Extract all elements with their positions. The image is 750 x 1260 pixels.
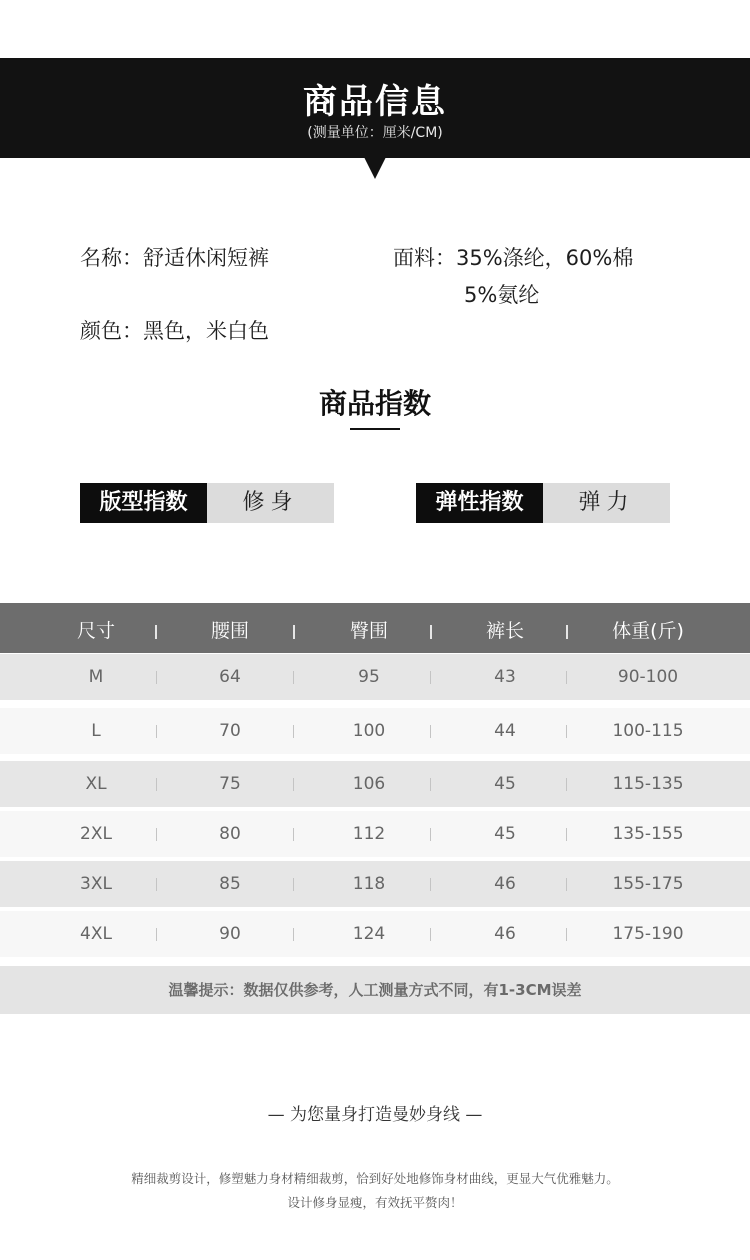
cell-divider bbox=[293, 671, 294, 684]
cell-length: 44 bbox=[494, 721, 516, 741]
cell-weight: 155-175 bbox=[612, 874, 684, 894]
elasticity-index bbox=[416, 483, 670, 523]
table-row bbox=[0, 811, 750, 857]
cell-weight: 90-100 bbox=[617, 667, 679, 687]
cell-divider bbox=[430, 928, 431, 941]
cell-divider bbox=[566, 671, 567, 684]
col-header-weight: 体重(斤) bbox=[612, 620, 684, 642]
cell-divider bbox=[566, 828, 567, 841]
title-underline bbox=[350, 428, 400, 430]
cell-divider bbox=[293, 725, 294, 738]
slogan: — 为您量身打造曼妙身线 — bbox=[267, 1105, 483, 1125]
cell-hip: 106 bbox=[352, 774, 386, 794]
cell-size: M bbox=[88, 667, 104, 687]
cell-divider bbox=[430, 671, 431, 684]
fabric-composition-cont: 5%氨纶 bbox=[464, 283, 540, 307]
col-header-size: 尺寸 bbox=[76, 620, 115, 642]
col-header-hip: 臀围 bbox=[349, 620, 388, 642]
cell-size: XL bbox=[85, 774, 107, 794]
cell-divider bbox=[156, 778, 157, 791]
cell-divider bbox=[430, 878, 431, 891]
cell-divider bbox=[430, 725, 431, 738]
cell-length: 43 bbox=[494, 667, 516, 687]
elasticity-index-label: 弹性指数 bbox=[416, 483, 543, 523]
cell-divider bbox=[566, 778, 567, 791]
cell-divider bbox=[430, 778, 431, 791]
table-row bbox=[0, 861, 750, 907]
table-row bbox=[0, 911, 750, 957]
fit-index-label: 版型指数 bbox=[80, 483, 207, 523]
footer-description-cont: 设计修身显瘦，有效抚平赘肉！ bbox=[287, 1195, 463, 1210]
cell-waist: 80 bbox=[219, 824, 241, 844]
cell-divider bbox=[566, 878, 567, 891]
cell-divider bbox=[156, 725, 157, 738]
cell-divider bbox=[156, 928, 157, 941]
product-name: 名称：舒适休闲短裤 bbox=[80, 246, 269, 270]
product-colors: 颜色：黑色，米白色 bbox=[80, 319, 269, 343]
cell-divider bbox=[293, 828, 294, 841]
cell-weight: 115-135 bbox=[612, 774, 684, 794]
cell-hip: 118 bbox=[352, 874, 386, 894]
cell-length: 45 bbox=[494, 824, 516, 844]
header-pointer-triangle bbox=[364, 157, 386, 179]
elasticity-index-value: 弹力 bbox=[543, 483, 670, 523]
cell-divider bbox=[430, 828, 431, 841]
fit-index-value: 修身 bbox=[207, 483, 334, 523]
footer-description: 精细裁剪设计，修塑魅力身材精细裁剪，恰到好处地修饰身材曲线，更显大气优雅魅力。 bbox=[131, 1171, 619, 1186]
cell-size: 3XL bbox=[80, 874, 112, 894]
cell-divider bbox=[156, 878, 157, 891]
col-header-length: 裤长 bbox=[485, 620, 524, 642]
cell-length: 46 bbox=[494, 924, 516, 944]
cell-length: 46 bbox=[494, 874, 516, 894]
index-section-title: 商品指数 bbox=[318, 387, 431, 420]
header-divider bbox=[566, 625, 568, 639]
cell-waist: 85 bbox=[219, 874, 241, 894]
cell-weight: 135-155 bbox=[612, 824, 684, 844]
size-table-header bbox=[0, 603, 750, 653]
cell-divider bbox=[566, 928, 567, 941]
col-header-waist: 腰围 bbox=[210, 620, 249, 642]
cell-length: 45 bbox=[494, 774, 516, 794]
header-divider bbox=[293, 625, 295, 639]
cell-hip: 124 bbox=[352, 924, 386, 944]
header-divider bbox=[155, 625, 157, 639]
cell-divider bbox=[156, 828, 157, 841]
cell-size: 2XL bbox=[80, 824, 112, 844]
cell-divider bbox=[293, 928, 294, 941]
cell-hip: 95 bbox=[358, 667, 380, 687]
cell-hip: 100 bbox=[352, 721, 386, 741]
fit-index bbox=[80, 483, 334, 523]
fabric-composition: 面料：35%涤纶，60%棉 bbox=[393, 246, 634, 270]
measurement-tip-text: 温馨提示：数据仅供参考，人工测量方式不同，有1-3CM误差 bbox=[168, 981, 582, 999]
measurement-tip-banner bbox=[0, 966, 750, 1014]
cell-hip: 112 bbox=[352, 824, 386, 844]
cell-divider bbox=[293, 878, 294, 891]
cell-size: 4XL bbox=[80, 924, 112, 944]
table-row bbox=[0, 708, 750, 754]
cell-waist: 90 bbox=[219, 924, 241, 944]
table-row bbox=[0, 761, 750, 807]
table-row bbox=[0, 654, 750, 700]
cell-waist: 75 bbox=[219, 774, 241, 794]
cell-waist: 70 bbox=[219, 721, 241, 741]
cell-divider bbox=[293, 778, 294, 791]
cell-weight: 100-115 bbox=[612, 721, 684, 741]
cell-weight: 175-190 bbox=[612, 924, 684, 944]
header-divider bbox=[430, 625, 432, 639]
page-title: 商品信息 bbox=[303, 82, 447, 122]
cell-waist: 64 bbox=[219, 667, 241, 687]
cell-size: L bbox=[91, 721, 101, 741]
cell-divider bbox=[156, 671, 157, 684]
cell-divider bbox=[566, 725, 567, 738]
measurement-unit-note: (测量单位：厘米/CM) bbox=[307, 125, 443, 141]
